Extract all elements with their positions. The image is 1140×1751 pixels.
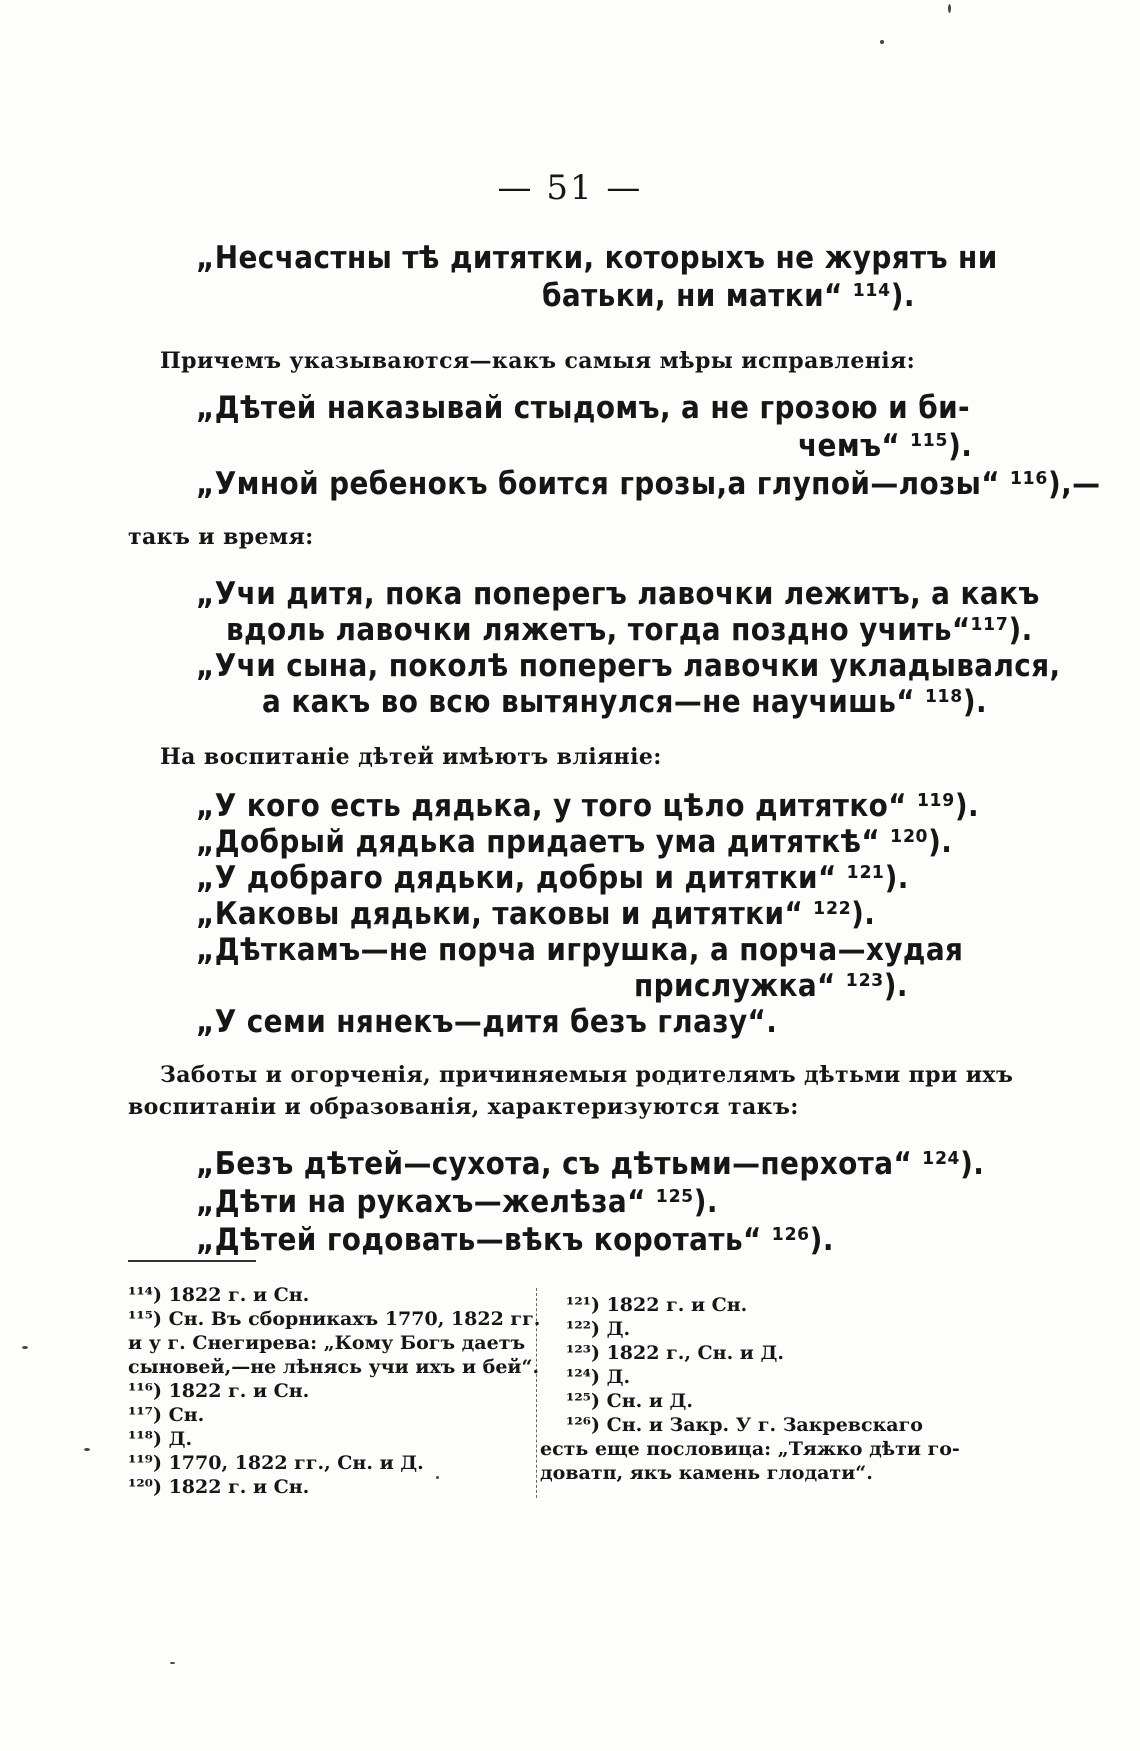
footnote: ¹¹⁷) Сн. bbox=[128, 1404, 205, 1426]
footnote: ¹¹⁹) 1770, 1822 гг., Сн. и Д. bbox=[128, 1452, 424, 1474]
intro-text: такъ и время: bbox=[128, 524, 314, 550]
footnote: есть еще пословица: „Тяжко дѣти го- bbox=[540, 1438, 960, 1460]
scan-speck bbox=[436, 1476, 439, 1479]
proverb-line: чемъ“ ¹¹⁵). bbox=[798, 428, 973, 464]
proverb-line: „Дѣтей наказывай стыдомъ, а не грозою и би- bbox=[196, 390, 971, 426]
proverb-line: „У добраго дядьки, добры и дитятки“ ¹²¹). bbox=[196, 860, 909, 896]
intro-text: воспитаніи и образованія, характеризуются такъ: bbox=[128, 1094, 799, 1120]
scan-speck bbox=[880, 40, 884, 44]
footnote: ¹²³) 1822 г., Сн. и Д. bbox=[566, 1342, 785, 1364]
footnote: ¹¹⁸) Д. bbox=[128, 1428, 193, 1450]
proverb-line: вдоль лавочки ляжетъ, тогда поздно учить“¹¹⁷). bbox=[226, 612, 1033, 648]
intro-text: Причемъ указываются—какъ самыя мѣры исправленія: bbox=[160, 348, 916, 374]
footnote: ¹²⁰) 1822 г. и Сн. bbox=[128, 1476, 310, 1498]
proverb-line: „У кого есть дядька, у того цѣло дитятко“ ¹¹⁹). bbox=[196, 788, 980, 824]
proverb-line: „Безъ дѣтей—сухота, съ дѣтьми—перхота“ ¹²⁴). bbox=[196, 1146, 985, 1182]
proverb-line: „Каковы дядьки, таковы и дитятки“ ¹²²). bbox=[196, 896, 876, 932]
footnote: ¹²⁵) Сн. и Д. bbox=[566, 1390, 694, 1412]
footnote: ¹¹⁴) 1822 г. и Сн. bbox=[128, 1284, 310, 1306]
proverb-line: а какъ во всю вытянулся—не научишь“ ¹¹⁸). bbox=[262, 684, 988, 720]
proverb-line: „Несчастны тѣ дитятки, которыхъ не журятъ ни bbox=[196, 240, 998, 276]
footnote: ¹²⁴) Д. bbox=[566, 1366, 631, 1388]
footnote-separator bbox=[128, 1260, 256, 1262]
footnote: ¹²²) Д. bbox=[566, 1318, 631, 1340]
footnote: ¹¹⁶) 1822 г. и Сн. bbox=[128, 1380, 310, 1402]
proverb-line: прислужка“ ¹²³). bbox=[634, 968, 908, 1004]
proverb-line: „Дѣткамъ—не порча игрушка, а порча—худая bbox=[196, 932, 964, 968]
scan-speck bbox=[84, 1448, 90, 1451]
footnote: доватп, якъ камень глодати“. bbox=[540, 1462, 873, 1484]
proverb-line: „Дѣти на рукахъ—желѣза“ ¹²⁵). bbox=[196, 1184, 718, 1220]
proverb-line: „Добрый дядька придаетъ ума дитяткѣ“ ¹²⁰). bbox=[196, 824, 953, 860]
page-number: — 51 — bbox=[497, 168, 643, 208]
scan-speck bbox=[22, 1346, 28, 1349]
footnote: ¹²¹) 1822 г. и Сн. bbox=[566, 1294, 748, 1316]
footnote: ¹²⁶) Сн. и Закр. У г. Закревскаго bbox=[566, 1414, 923, 1436]
intro-text: На воспитаніе дѣтей имѣютъ вліяніе: bbox=[160, 744, 662, 770]
proverb-line: „У семи нянекъ—дитя безъ глазу“. bbox=[196, 1004, 778, 1040]
scan-speck bbox=[948, 4, 951, 13]
footnote: ¹¹⁵) Сн. Въ сборникахъ 1770, 1822 гг. bbox=[128, 1308, 541, 1330]
proverb-line: батьки, ни матки“ ¹¹⁴). bbox=[542, 278, 915, 314]
footnote: и у г. Снегирева: „Кому Богъ даетъ bbox=[128, 1332, 526, 1354]
scan-speck bbox=[170, 1662, 175, 1664]
proverb-line: „Умной ребенокъ боится грозы,а глупой—лозы“ ¹¹⁶),— bbox=[196, 466, 1101, 502]
proverb-line: „Учи сына, поколѣ поперегъ лавочки укладывался, bbox=[196, 648, 1061, 684]
proverb-line: „Учи дитя, пока поперегъ лавочки лежитъ, а какъ bbox=[196, 576, 1040, 612]
footnote: сыновей,—не лѣнясь учи ихъ и бей“. bbox=[128, 1356, 540, 1378]
intro-text: Заботы и огорченія, причиняемыя родителямъ дѣтьми при ихъ bbox=[160, 1062, 1014, 1088]
proverb-line: „Дѣтей годовать—вѣкъ коротать“ ¹²⁶). bbox=[196, 1222, 834, 1258]
